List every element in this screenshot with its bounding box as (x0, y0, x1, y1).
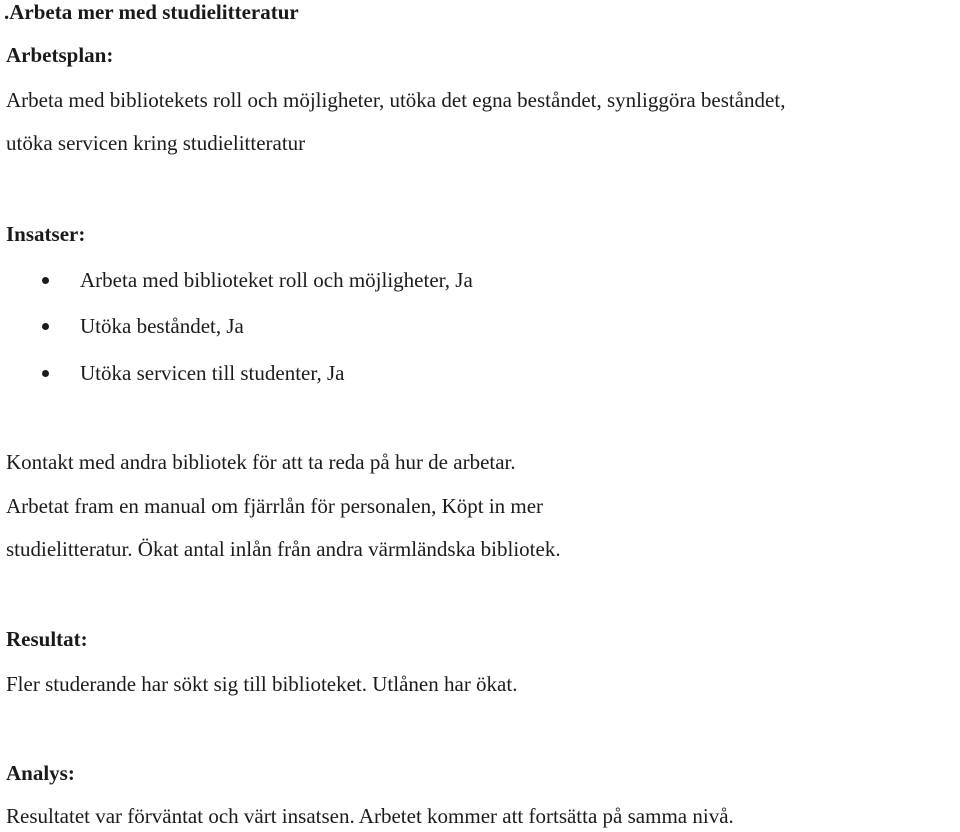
bullet-icon (42, 277, 49, 284)
insatser-heading: Insatser: (6, 222, 86, 246)
bullet-text: Utöka beståndet, Ja (80, 314, 244, 338)
insatser-paragraph-line-3: studielitteratur. Ökat antal inlån från andra värmländska bibliotek. (6, 537, 561, 561)
bullet-icon (42, 323, 49, 330)
arbetsplan-text-line-1: Arbeta med bibliotekets roll och möjligheter, utöka det egna beståndet, synliggöra beståndet, (6, 88, 786, 112)
resultat-heading: Resultat: (6, 627, 88, 651)
analys-text: Resultatet var förväntat och värt insatsen. Arbetet kommer att fortsätta på samma nivå. (6, 804, 734, 828)
analys-heading: Analys: (6, 761, 75, 785)
document-title: .Arbeta mer med studielitteratur (4, 0, 299, 24)
bullet-icon (42, 370, 49, 377)
insatser-paragraph-line-1: Kontakt med andra bibliotek för att ta reda på hur de arbetar. (6, 450, 516, 474)
bullet-text: Utöka servicen till studenter, Ja (80, 361, 345, 385)
bullet-text: Arbeta med biblioteket roll och möjligheter, Ja (80, 268, 473, 292)
arbetsplan-heading: Arbetsplan: (6, 43, 114, 67)
resultat-text: Fler studerande har sökt sig till biblioteket. Utlånen har ökat. (6, 672, 518, 696)
arbetsplan-text-line-2: utöka servicen kring studielitteratur (6, 131, 306, 155)
insatser-paragraph-line-2: Arbetat fram en manual om fjärrlån för personalen, Köpt in mer (6, 494, 544, 518)
